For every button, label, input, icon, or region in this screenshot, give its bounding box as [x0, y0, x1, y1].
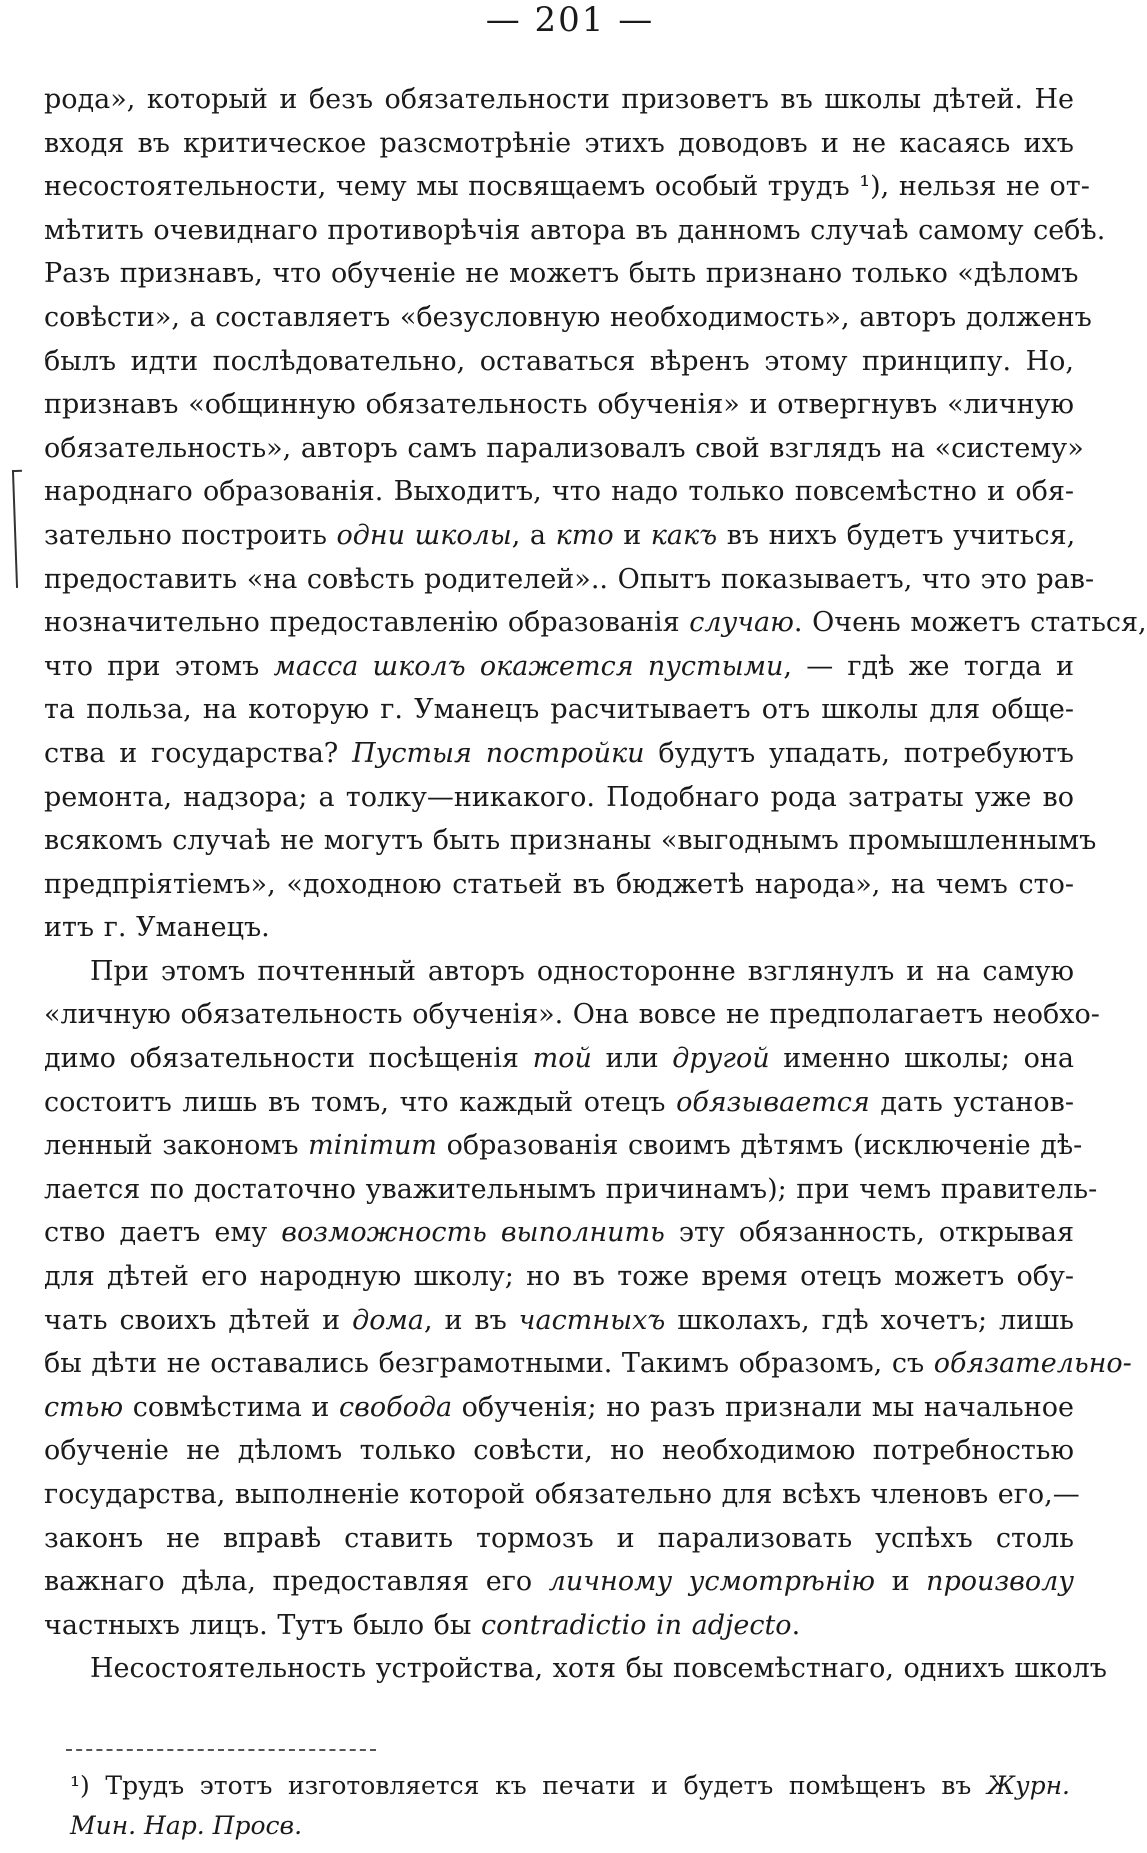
text-run: обученія; но разъ признали мы начальное [452, 1391, 1074, 1423]
text-run: эту обязанность, открывая [664, 1217, 1075, 1249]
text-line: Разъ признавъ, что обученіе не можетъ быть признано только «дѣломъ [44, 258, 1079, 290]
footnote-line [70, 1806, 1070, 1846]
text-line: обученіе не дѣломъ только совѣсти, но необходимою потребностью [44, 1435, 1074, 1467]
italic-emphasis: другой [672, 1043, 770, 1075]
text-line: та польза, на которую г. Уманецъ расчитываетъ отъ школы для обще- [44, 694, 1074, 726]
italic-emphasis: случаю [689, 607, 794, 639]
text-line: При этомъ почтенный авторъ односторонне взглянулъ и на самую [90, 955, 1074, 987]
italic-emphasis: дома [352, 1304, 424, 1336]
body-text [44, 78, 1147, 1691]
text-line: государства, выполненіе которой обязательно для всѣхъ членовъ его,— [44, 1479, 1080, 1510]
text-run: димо обязательности посѣщенія [44, 1043, 533, 1075]
text-run: зательно построить [44, 519, 337, 551]
text-line [44, 1037, 1074, 1081]
text-line [44, 1604, 1074, 1648]
text-line [44, 1211, 1074, 1255]
text-run: , — гдѣ же тогда и [783, 650, 1074, 682]
text-line [44, 1342, 1132, 1386]
text-line [44, 514, 1074, 558]
text-line [44, 1299, 1074, 1343]
footnote-line [70, 1766, 1070, 1806]
text-run: и [875, 1566, 927, 1598]
italic-emphasis: частныхъ [518, 1304, 666, 1336]
margin-bracket-mark [12, 470, 18, 588]
italic-emphasis: свобода [339, 1391, 453, 1423]
text-line [44, 1386, 1074, 1430]
italic-emphasis: какъ [650, 519, 718, 551]
text-run: , и въ [423, 1304, 519, 1336]
text-line [44, 1560, 1074, 1604]
text-line: мѣтить очевиднаго противорѣчія автора въ данномъ случаѣ самому себѣ. [44, 214, 1106, 246]
text-line [44, 1081, 1074, 1125]
italic-emphasis: contradictio in adjecto [481, 1609, 792, 1641]
text-line: предпріятіемъ», «доходною статьей въ бюджетѣ народа», на чемъ сто- [44, 868, 1074, 900]
text-run: частныхъ лицъ. Тутъ было бы [44, 1609, 481, 1641]
text-line: всякомъ случаѣ не могутъ быть признаны «выгоднымъ промышленнымъ [44, 825, 1097, 857]
text-line: законъ не вправѣ ставить тормозъ и парализовать успѣхъ столь [44, 1522, 1074, 1554]
italic-emphasis: minimum [308, 1130, 438, 1162]
italic-emphasis: кто [555, 519, 614, 551]
text-line [44, 645, 1074, 689]
text-run: и [613, 519, 651, 551]
text-run: что при этомъ [44, 650, 274, 682]
text-run: . [791, 1609, 801, 1641]
text-run: будутъ упадать, потребуютъ [644, 737, 1074, 769]
text-run: ство даетъ ему [44, 1217, 282, 1249]
italic-emphasis: одни школы [336, 519, 512, 551]
text-line: входя въ критическое разсмотрѣніе этихъ доводовъ и не касаясь ихъ [44, 127, 1074, 159]
text-run: ства и государства? [44, 737, 353, 769]
text-line: предоставить «на совѣсть родителей».. Опытъ показываетъ, что это рав- [44, 563, 1095, 595]
text-line: «личную обязательность обученія». Она вовсе не предполагаетъ необхо- [44, 999, 1100, 1031]
text-line: ремонта, надзора; а толку—никакого. Подобнаго рода затраты уже во [44, 781, 1074, 813]
italic-emphasis: обязательно- [933, 1348, 1132, 1380]
text-run: . Очень можетъ статься, [793, 607, 1147, 639]
text-line: несостоятельности, чему мы посвящаемъ особый трудъ ¹), нельзя не от- [44, 171, 1090, 203]
text-run: бы дѣти не оставались безграмотными. Такимъ образомъ, съ [44, 1348, 934, 1380]
text-run: ленный закономъ [44, 1130, 309, 1162]
text-run: состоитъ лишь въ томъ, что каждый отецъ [44, 1086, 677, 1118]
text-run: ¹) Трудъ этотъ изготовляется къ печати и будетъ помѣщенъ въ [70, 1771, 987, 1800]
text-line: народнаго образованія. Выходитъ, что надо только повсемѣстно и обя- [44, 476, 1074, 508]
text-run: образованія своимъ дѣтямъ (исключеніе дѣ- [437, 1130, 1083, 1162]
italic-emphasis: Журн. [986, 1771, 1070, 1800]
page-number: — 201 — [485, 0, 655, 40]
footnote-separator-rule [66, 1749, 376, 1751]
italic-emphasis: Пустыя постройки [352, 737, 645, 769]
text-run: , а [511, 519, 556, 551]
italic-emphasis: Мин. Нар. Просв. [70, 1811, 303, 1840]
text-run: чать своихъ дѣтей и [44, 1304, 353, 1336]
italic-emphasis: личному усмотрѣнію [548, 1566, 876, 1598]
text-run: именно школы; она [769, 1043, 1074, 1075]
text-line: совѣсти», а составляетъ «безусловную необходимость», авторъ долженъ [44, 301, 1092, 333]
text-line [44, 601, 1147, 645]
text-run: важнаго дѣла, предоставляя его [44, 1566, 549, 1598]
italic-emphasis: обязывается [676, 1086, 870, 1118]
italic-emphasis: стью [44, 1391, 124, 1423]
text-line [44, 1124, 1083, 1168]
text-line: итъ г. Уманецъ. [44, 912, 270, 944]
text-run: школахъ, гдѣ хочетъ; лишь [665, 1304, 1074, 1336]
text-run: въ нихъ будетъ учиться, [717, 519, 1076, 551]
italic-emphasis: произволу [926, 1566, 1074, 1598]
text-run: дать установ- [869, 1086, 1074, 1118]
text-line [44, 732, 1074, 776]
text-line: признавъ «общинную обязательность обученія» и отвергнувъ «личную [44, 389, 1074, 421]
text-run: или [591, 1043, 673, 1075]
text-line: для дѣтей его народную школу; но въ тоже время отецъ можетъ обу- [44, 1261, 1074, 1293]
text-run: нозначительно предоставленію образованія [44, 607, 690, 639]
text-line: былъ идти послѣдовательно, оставаться вѣренъ этому принципу. Но, [44, 345, 1074, 377]
text-line: обязательность», авторъ самъ парализовалъ свой взглядъ на «систему» [44, 432, 1084, 464]
text-line: Несостоятельность устройства, хотя бы повсемѣстнаго, однихъ школъ [90, 1653, 1107, 1685]
text-run: совмѣстима и [123, 1391, 339, 1423]
footnote [70, 1766, 1070, 1846]
text-line: рода», который и безъ обязательности призоветъ въ школы дѣтей. Не [44, 84, 1074, 115]
text-line: лается по достаточно уважительнымъ причинамъ); при чемъ правитель- [44, 1173, 1098, 1205]
italic-emphasis: возможность выполнить [281, 1217, 665, 1249]
italic-emphasis: той [532, 1043, 592, 1075]
italic-emphasis: масса школъ окажется пустыми [273, 650, 784, 682]
